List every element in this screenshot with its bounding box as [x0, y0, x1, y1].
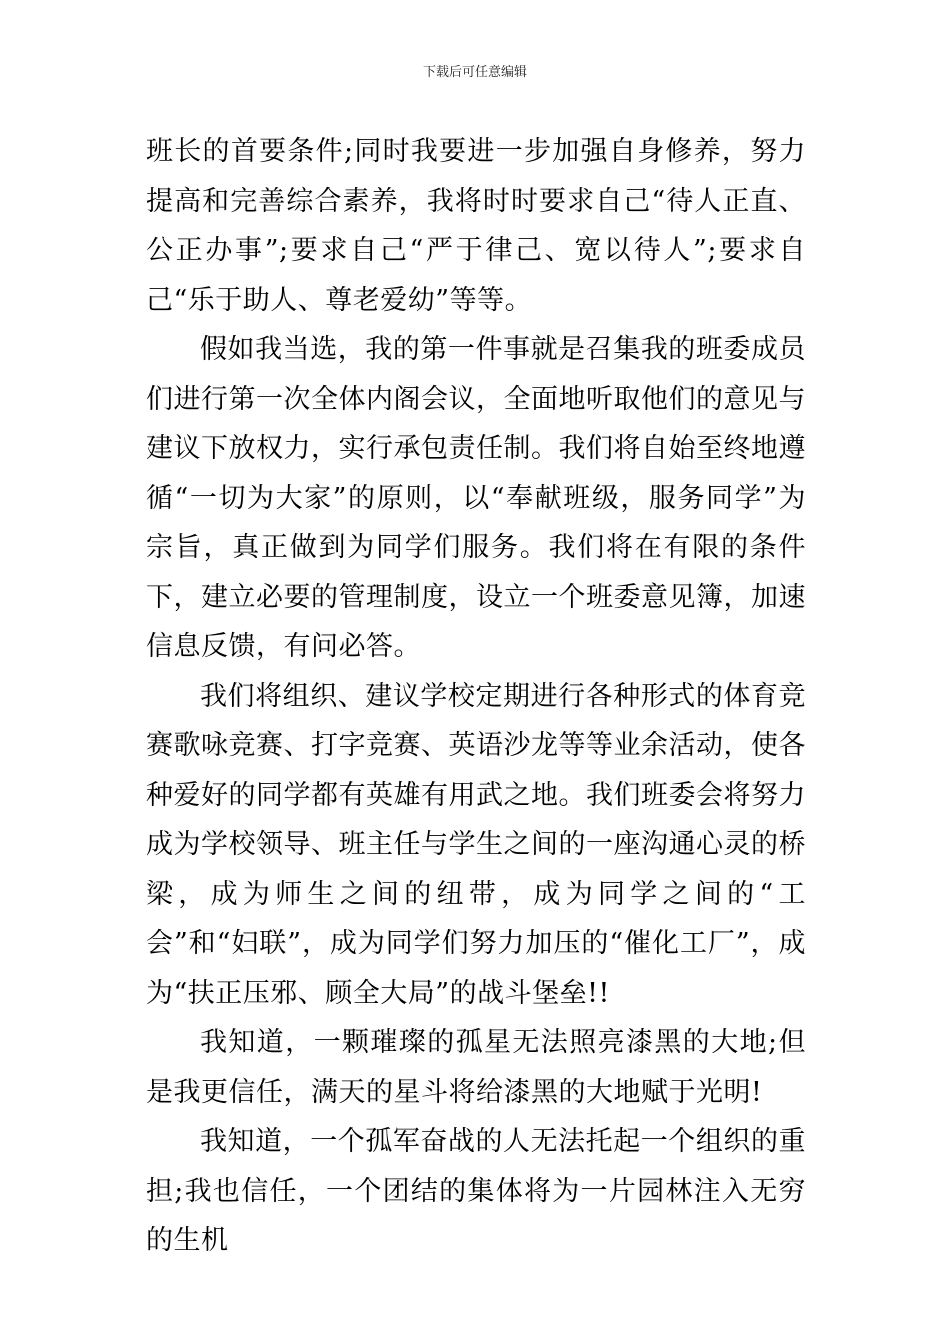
- paragraph: 我知道，一颗璀璨的孤星无法照亮漆黑的大地;但是我更信任，满天的星斗将给漆黑的大地赋于光明!: [146, 1027, 806, 1108]
- paragraph: 我们将组织、建议学校定期进行各种形式的体育竞赛歌咏竞赛、打字竞赛、英语沙龙等等业余活动，使各种爱好的同学都有英雄有用武之地。我们班委会将努力成为学校领导、班主任与学生之间的一座沟通心灵的桥梁，成为师生之间的纽带，成为同学之间的“工会”和“妇联”，成为同学们努力加压的“催化工厂”，成为“扶正压邪、顾全大局”的战斗堡垒!!: [146, 680, 806, 1009]
- page-header: 下载后可任意编辑: [422, 65, 527, 80]
- document-body: [146, 127, 806, 1266]
- paragraph: 假如我当选，我的第一件事就是召集我的班委成员们进行第一次全体内阁会议，全面地听取他们的意见与建议下放权力，实行承包责任制。我们将自始至终地遵循“一切为大家”的原则，以“奉献班级，服务同学”为宗旨，真正做到为同学们服务。我们将在有限的条件下，建立必要的管理制度，设立一个班委意见簿，加速信息反馈，有问必答。: [146, 334, 806, 662]
- paragraph-continuation: 班长的首要条件;同时我要进一步加强自身修养，努力提高和完善综合素养，我将时时要求自己“待人正直、公正办事”;要求自己“严于律己、宽以待人”;要求自己“乐于助人、尊老爱幼”等等。: [146, 136, 806, 316]
- paragraph: 我知道，一个孤军奋战的人无法托起一个组织的重担;我也信任，一个团结的集体将为一片园林注入无穷的生机: [146, 1126, 806, 1256]
